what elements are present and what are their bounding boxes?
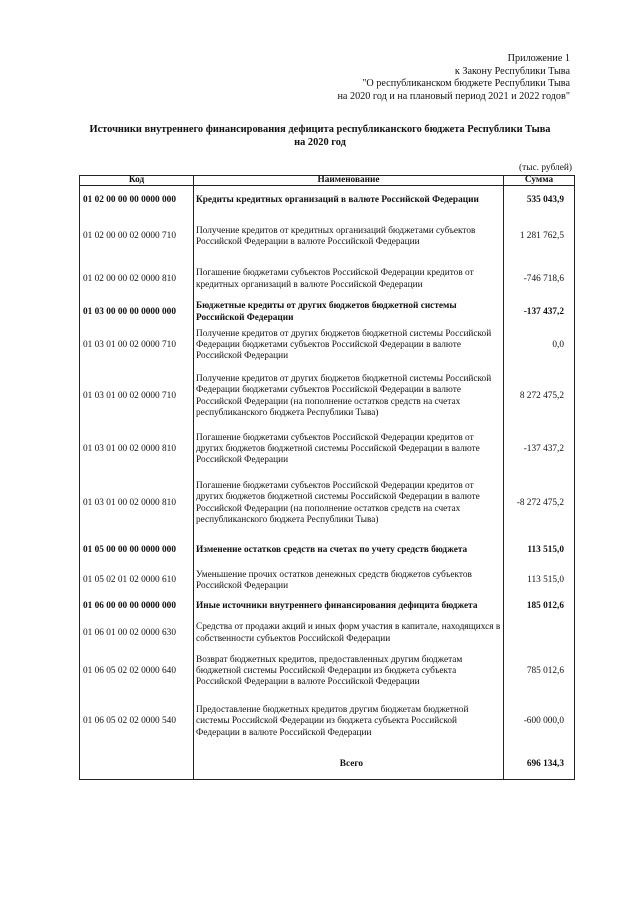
row-sum: -8 272 475,2 — [504, 473, 575, 535]
document-title — [60, 124, 580, 150]
row-code: 01 05 02 01 02 0000 610 — [80, 568, 194, 595]
row-sum: -746 718,6 — [504, 259, 575, 301]
table-body — [80, 186, 575, 780]
total-code-cell — [80, 750, 194, 780]
table-row — [80, 619, 575, 649]
row-sum: 1 281 762,5 — [504, 216, 575, 259]
row-code: 01 03 00 00 00 0000 000 — [80, 301, 194, 325]
row-name: Погашение бюджетами субъектов Российской Федерации кредитов от других бюджетов бюджетной системы Российской Федерации в валюте Российской Федерации — [194, 427, 504, 473]
appendix-line: к Закону Республики Тыва — [454, 65, 570, 77]
title-line-2: на 2020 год — [294, 136, 346, 148]
total-label: Всего — [194, 750, 504, 780]
row-sum: 113 515,0 — [504, 568, 575, 595]
table-row — [80, 595, 575, 619]
row-sum: 0,0 — [504, 325, 575, 367]
row-code: 01 03 01 00 02 0000 710 — [80, 367, 194, 427]
row-name: Получение кредитов от других бюджетов бюджетной системы Российской Федерации бюджетами субъектов Российской Федерации в валюте Российской Федерации — [194, 325, 504, 367]
row-sum: 8 272 475,2 — [504, 367, 575, 427]
row-code: 01 05 00 00 00 0000 000 — [80, 535, 194, 568]
row-sum: -137 437,2 — [504, 427, 575, 473]
appendix-line: "О республиканском бюджете Республики Тыва — [362, 78, 570, 90]
row-name: Средства от продажи акций и иных форм участия в капитале, находящихся в собственности субъектов Российской Федерации — [194, 619, 504, 649]
row-code: 01 02 00 00 00 0000 000 — [80, 186, 194, 216]
row-name: Возврат бюджетных кредитов, предоставленных другим бюджетам бюджетной системы Российской Федерации из бюджета субъекта Российской Федерации в валюте Российской Федерации — [194, 649, 504, 695]
table-row — [80, 325, 575, 367]
row-name: Предоставление бюджетных кредитов другим бюджетам бюджетной системы Российской Федерации из бюджета субъекта Российской Федерации в валюте Российской Федерации — [194, 695, 504, 750]
header-code: Код — [80, 176, 194, 186]
header-name: Наименование — [194, 176, 504, 186]
row-name: Погашение бюджетами субъектов Российской Федерации кредитов от других бюджетов бюджетной системы Российской Федерации в валюте Российской Федерации (на пополнение остатков средств на счетах республиканского бюджета Республики Тыва) — [194, 473, 504, 535]
row-code: 01 03 01 00 02 0000 810 — [80, 427, 194, 473]
table-row — [80, 427, 575, 473]
table-row — [80, 535, 575, 568]
row-code: 01 06 00 00 00 0000 000 — [80, 595, 194, 619]
total-row — [80, 750, 575, 780]
total-sum: 696 134,3 — [504, 750, 575, 780]
row-name: Бюджетные кредиты от других бюджетов бюджетной системы Российской Федерации — [194, 301, 504, 325]
financing-table — [79, 175, 575, 780]
row-code: 01 03 01 00 02 0000 810 — [80, 473, 194, 535]
row-sum: 785 012,6 — [504, 649, 575, 695]
row-sum — [504, 619, 575, 649]
table-row — [80, 367, 575, 427]
table-row — [80, 301, 575, 325]
row-name: Кредиты кредитных организаций в валюте Российской Федерации — [194, 186, 504, 216]
table-row — [80, 695, 575, 750]
row-name: Получение кредитов от других бюджетов бюджетной системы Российской Федерации бюджетами субъектов Российской Федерации в валюте Российской Федерации (на пополнение остатков средств на счетах республиканского бюджета Республики Тыва) — [194, 367, 504, 427]
table-row — [80, 186, 575, 216]
table-header-row — [80, 176, 575, 186]
row-sum: 535 043,9 — [504, 186, 575, 216]
table-row — [80, 568, 575, 595]
appendix-line: Приложение 1 — [507, 53, 570, 64]
row-sum: -137 437,2 — [504, 301, 575, 325]
table-row — [80, 649, 575, 695]
row-code: 01 03 01 00 02 0000 710 — [80, 325, 194, 367]
table-row — [80, 473, 575, 535]
row-code: 01 02 00 00 02 0000 710 — [80, 216, 194, 259]
row-sum: -600 000,0 — [504, 695, 575, 750]
row-sum: 185 012,6 — [504, 595, 575, 619]
header-sum: Сумма — [504, 176, 575, 186]
title-line-1: Источники внутреннего финансирования дефицита республиканского бюджета Республики Тыва — [89, 124, 551, 135]
row-name: Изменение остатков средств на счетах по учету средств бюджета — [194, 535, 504, 568]
table-row — [80, 216, 575, 259]
row-name: Погашение бюджетами субъектов Российской Федерации кредитов от кредитных организаций в валюте Российской Федерации — [194, 259, 504, 301]
row-code: 01 02 00 00 02 0000 810 — [80, 259, 194, 301]
row-name: Получение кредитов от кредитных организаций бюджетами субъектов Российской Федерации в валюте Российской Федерации — [194, 216, 504, 259]
row-name: Уменьшение прочих остатков денежных средств бюджетов субъектов Российской Федерации — [194, 568, 504, 595]
row-sum: 113 515,0 — [504, 535, 575, 568]
row-name: Иные источники внутреннего финансирования дефицита бюджета — [194, 595, 504, 619]
unit-label: (тыс. рублей) — [518, 163, 572, 173]
table-row — [80, 259, 575, 301]
appendix-header — [230, 53, 570, 103]
row-code: 01 06 01 00 02 0000 630 — [80, 619, 194, 649]
row-code: 01 06 05 02 02 0000 640 — [80, 649, 194, 695]
appendix-line: на 2020 год и на плановый период 2021 и 2022 годов" — [337, 90, 570, 102]
row-code: 01 06 05 02 02 0000 540 — [80, 695, 194, 750]
